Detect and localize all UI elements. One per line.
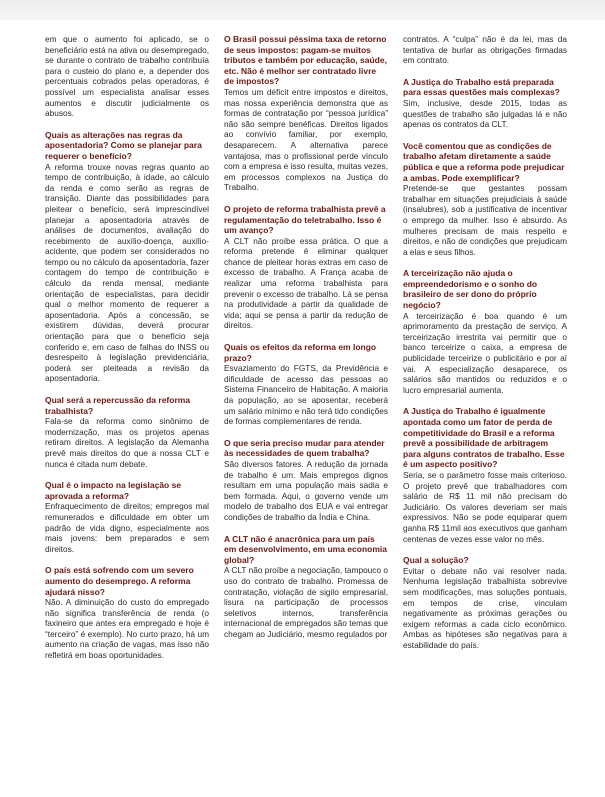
- answer-paragraph: Enfraquecimento de direitos; empregos mal remunerados e dificuldade em obter um padrão de vida digno, especialmente aos mais jovens: bem preparados e sem direitos.: [45, 501, 209, 554]
- answer-paragraph: Sim, inclusive, desde 2015, todas as questões de trabalho são julgadas lá e não apenas os contratos da CLT.: [403, 97, 567, 130]
- question-heading: Qual a solução?: [403, 555, 469, 566]
- answer-paragraph: Evitar o debate não vai resolver nada. Nenhuma legislação trabalhista sobrevive sem modificações, mas soluções pontuais, em tempos de crise, vinculam negativamente as próximas gerações ou exigem reformas a cada ciclo econômico. Ambas as hipóteses são negativas para a estabilidade do país.: [403, 565, 567, 650]
- question-heading: A Justiça do Trabalho está preparada para essas questões mais complexas?: [403, 76, 560, 98]
- question-heading: Você comentou que as condições de trabalho afetam diretamente a saúde pública e que a reforma pode prejudicar a ambas. Pode exemplificar?: [403, 140, 565, 183]
- question-heading: A Justiça do Trabalho é igualmente apontada como um fator de perda de competitividade do Brasil e a reforma prevê a possibilidade de arbitragem para alguns contratos de trabalho. Esse é um aspecto positivo?: [403, 406, 565, 470]
- answer-paragraph: Fala-se da reforma como sinônimo de modernização, mas os projetos apenas retiram direitos. A legislação da Alemanha prevê mais direitos do que a nossa CLT e nunca é citada num debate.: [45, 416, 209, 469]
- question-heading: Quais os efeitos da reforma em longo prazo?: [224, 342, 377, 363]
- question-heading: A terceirização não ajuda o empreendedorismo e o sonho do brasileiro de ser dono do próprio negócio?: [403, 268, 538, 311]
- question-heading: Quais as alterações nas regras da aposentadoria? Como se planejar para requerer o benefício?: [45, 129, 202, 161]
- question-heading: O projeto de reforma trabalhista prevê a regulamentação do teletrabalho. Isso é um avanço?: [224, 203, 386, 236]
- answer-paragraph: Seria, se o parâmetro fosse mais criterioso. O projeto prevê que trabalhadores com salário de R$ 11 mil não precisam do Judiciário. Os valores deveriam ser mais expressivos. Não se pode equiparar quem ganha R$ 11mil aos executivos que ganham centenas de vezes esse valor no mês.: [403, 469, 567, 544]
- text-column-3: [403, 34, 567, 661]
- text-column-2: [224, 34, 388, 650]
- answer-paragraph: A CLT não proíbe essa prática. O que a reforma pretende é eliminar qualquer chance de pleitear horas extras em caso de excesso de trabalho. A França acaba de realizar uma reforma trabalhista para prevenir o excesso de trabalho. Lá se pensa na produtividade a partir da qualidade de vida; aqui se pensa a partir da redução de direitos.: [224, 235, 388, 331]
- answer-paragraph: contratos. A “culpa” não é da lei, mas da tentativa de burlar as obrigações firmadas em contrato.: [403, 34, 567, 66]
- answer-paragraph: em que o aumento foi aplicado, se o beneficiário está na ativa ou desempregado, se durante o contrato de trabalho contribuía para o custeio do plano e, a depender dos percentuais cobrados pelas operadoras, é possível um especialista analisar esses aumentos e discutir judicialmente os abusos.: [45, 34, 209, 119]
- question-heading: O Brasil possui péssima taxa de retorno de seus impostos: pagam-se muitos tributos e também por educação, saúde, etc. Não é melhor ser contratado livre de impostos?: [224, 34, 387, 87]
- question-heading: Qual é o impacto na legislação se aprovada a reforma?: [45, 480, 182, 501]
- answer-paragraph: São diversos fatores. A redução da jornada de trabalho é um. Mais empregos dignos resultam em uma população mais sadia e bem formada. Aqui, o governo vende um modelo de trabalho dos EUA e vai entregar condições de trabalho da Índia e China.: [224, 458, 388, 522]
- text-column-1: [45, 34, 209, 672]
- question-heading: Qual será a repercussão da reforma trabalhista?: [45, 395, 191, 416]
- answer-paragraph: Não. A diminuição do custo do empregado não significa transferência de renda (o faxineiro que antes era empregado e hoje é “terceiro” é exemplo). No curto prazo, há um aumento na criação de vagas, mas isso não refletirá em boas oportunidades.: [45, 597, 209, 661]
- answer-paragraph: Esvaziamento do FGTS, da Previdência e dificuldade de acesso das pessoas ao Sistema Financeiro de Habitação. A maioria da população, ao se aposentar, receberá um salário mínimo e não terá tido condições de formas complementares de renda.: [224, 363, 388, 427]
- answer-paragraph: A CLT não proíbe a negociação, tampouco o uso do contrato de trabalho. Promessa de contratação, violação de sigilo empresarial, lisura na participação de processos seletivos internos, transferência internacional de empregados são temas que chegam ao Judiciário, mesmo regulados por: [224, 565, 388, 639]
- answer-paragraph: A terceirização é boa quando é um aprimoramento da prestação de serviço. A terceirização irrestrita vai permitir que o banco terceirize o caixa, a empresa de publicidade terceirize o publicitário e por aí vai. A especialização desaparece, os salários são mantidos ou reduzidos e o lucro empresarial aumenta.: [403, 310, 567, 395]
- question-heading: O que seria preciso mudar para atender às necessidades de quem trabalha?: [224, 437, 385, 459]
- answer-paragraph: Temos um déficit entre impostos e direitos, mas nossa experiência demonstra que as formas de contratação por “pessoa jurídica” não são sempre benéficas. Direitos ligados ao convívio familiar, por exemplo, desaparecem. A alternativa parece vantajosa, mas o profissional perde vínculo com a empresa e isso resulta, muitas vezes, em processos complexos na Justiça do Trabalho.: [224, 86, 388, 193]
- answer-paragraph: A reforma trouxe novas regras quanto ao tempo de contribuição, à idade, ao cálculo da renda e como serão as regras de transição. Diante das possibilidades para pleitear o benefício, será imprescindível planejar a aposentadoria através de análises de documentos, avaliação do recebimento de auxílio-doença, auxílio-acidente, que podem ser considerados no tempo ou no cálculo da aposentadoria, fazer contagem do tempo de contribuição e cálculo da renda mensal, mediante orientação de especialistas, para decidir qual o melhor momento de requerer a aposentadoria. Após a concessão, se existirem dúvidas, deverá procurar orientação para que o benefício seja conferido e, em caso de falhas do INSS ou desrespeito à legislação previdenciária, poderá ser pleiteada a revisão da aposentadoria.: [45, 161, 209, 384]
- question-heading: A CLT não é anacrônica para um país em desenvolvimento, em uma economia global?: [224, 533, 387, 565]
- answer-paragraph: Pretende-se que gestantes possam trabalhar em situações prejudiciais à saúde (insalubres), sob a justificativa de incentivar o emprego da mulher. Isso é absurdo. As mulheres precisam de mais respeito e direitos, e não de condições que prejudicam a elas e seus filhos.: [403, 183, 567, 257]
- question-heading: O país está sofrendo com um severo aumento do desemprego. A reforma ajudará nisso?: [45, 565, 194, 597]
